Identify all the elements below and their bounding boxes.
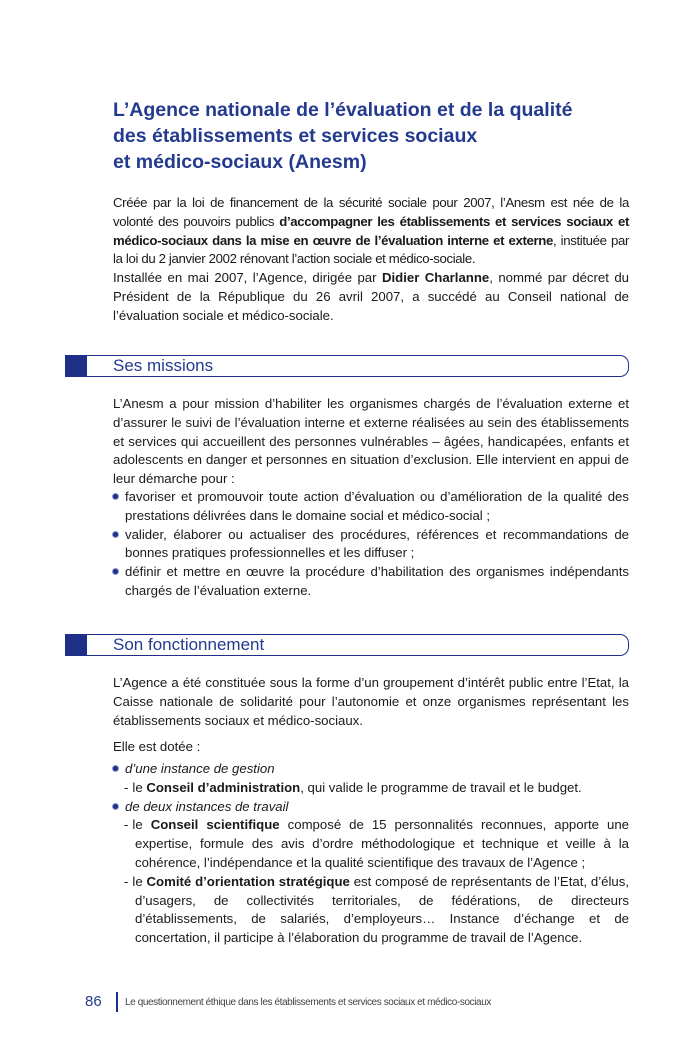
dotee-line: Elle est dotée : xyxy=(113,739,201,754)
section-marker-square xyxy=(65,634,87,656)
intro-paragraph-1 xyxy=(113,194,629,269)
item-bold: Comité d’orientation stratégique xyxy=(146,873,350,889)
dash-marker: - xyxy=(124,779,129,795)
item-text-b: , qui valide le programme de travail et le budget. xyxy=(300,779,582,795)
body-conseil-administration xyxy=(113,779,629,798)
section-header-fonctionnement xyxy=(65,634,629,656)
bullet-dot-icon xyxy=(113,569,118,574)
body-conseil-scientifique xyxy=(113,816,629,872)
list-item-text: favoriser et promouvoir toute action d’évaluation ou d’amélioration de la qualité des prestations délivrées dans le domaine social et médico-social ; xyxy=(125,489,629,523)
running-title: Le questionnement éthique dans les établissements et services sociaux et médico-sociaux xyxy=(125,997,491,1008)
fonctionnement-paragraph: L’Agence a été constituée sous la forme d’un groupement d’intérêt public entre l’Etat, la Caisse nationale de solidarité pour l’autonomie et onze organismes représentant les établissements sociaux et médico-sociaux. xyxy=(113,675,629,728)
dash-marker: - xyxy=(124,873,129,889)
bullet-dot-icon xyxy=(113,766,118,771)
category-work xyxy=(113,798,629,817)
item-bold: Conseil scientifique xyxy=(150,817,280,833)
category-management xyxy=(113,760,629,779)
category-label: de deux instances de travail xyxy=(125,798,289,814)
list-item-text: définir et mettre en œuvre la procédure d’habilitation des organismes indépendants chargés de l’évaluation externe. xyxy=(125,564,629,598)
list-item xyxy=(113,526,629,564)
list-item-text: valider, élaborer ou actualiser des procédures, références et recommandations de bonnes pratiques professionnelles et les diffuser ; xyxy=(125,526,629,561)
bullet-dot-icon xyxy=(113,804,118,809)
section-title-fonctionnement: Son fonctionnement xyxy=(113,635,265,654)
page-title xyxy=(113,97,633,175)
footer-divider xyxy=(116,992,118,1012)
item-text-b: est composé de représentants de l’Etat, d’élus, d’usagers, de collectivités territoriales, de fédérations, de directeurs d’établissements, de salariés, d’employeurs… Instance d’échange et de concertation, il participe à l’élaboration du programme de travail de l’Agence. xyxy=(135,873,630,946)
governance-structure xyxy=(113,760,629,948)
title-line-3: et médico-sociaux (Anesm) xyxy=(113,151,367,173)
intro-p1-bold: d’accompagner les établissements et services sociaux et médico-sociaux dans la mise en œuvre de l’évaluation interne et externe xyxy=(113,213,629,248)
item-text-a: le xyxy=(132,873,147,889)
missions-list xyxy=(113,488,629,601)
section-header-missions xyxy=(65,355,629,377)
intro-p1-text-b: , instituée par la loi du 2 janvier 2002 rénovant l’action sociale et médico-sociale. xyxy=(113,232,629,267)
title-line-1: L’Agence nationale de l’évaluation et de la qualité xyxy=(113,99,573,121)
intro-p2-text-b: , nommé par décret du Président de la République du 26 avril 2007, a succédé au Conseil national de l’évaluation sociale et médico-sociale. xyxy=(113,270,629,323)
section-title-missions: Ses missions xyxy=(113,356,214,375)
list-item xyxy=(113,488,629,526)
intro-p1-text-a: Créée par la loi de financement de la sécurité sociale pour 2007, l’Anesm est née de la volonté des pouvoirs publics xyxy=(113,195,629,229)
page-footer xyxy=(85,992,685,1012)
bullet-dot-icon xyxy=(113,532,118,537)
title-line-2: des établissements et services sociaux xyxy=(113,125,478,147)
body-comite-orientation xyxy=(113,873,629,948)
category-label: d’une instance de gestion xyxy=(125,761,275,776)
bullet-dot-icon xyxy=(113,494,118,499)
intro-p2-text-a: Installée en mai 2007, l’Agence, dirigée par xyxy=(113,270,382,285)
missions-paragraph: L’Anesm a pour mission d’habiliter les organismes chargés de l’évaluation externe et d’assurer le suivi de l’évaluation interne et externe réalisées au sein des établissements et services qui accueillent des personnes vulnérables – âgées, handicapées, enfants et adolescents en danger et personnes en situation d’exclusion. Elle intervient en appui de leur démarche pour : xyxy=(113,396,629,487)
director-name: Didier Charlanne xyxy=(381,270,490,285)
intro-paragraph-2 xyxy=(113,269,629,325)
item-text-a: le xyxy=(132,779,147,795)
list-item xyxy=(113,563,629,601)
item-text-b: composé de 15 personnalités reconnues, apporte une expertise, formule des avis d’ordre méthodologique et technique et veille à la cohérence, l’indépendance et la qualité scientifique des travaux de l’Agence ; xyxy=(135,817,629,870)
item-bold: Conseil d’administration xyxy=(146,779,301,795)
dash-marker: - xyxy=(124,817,129,833)
page-number: 86 xyxy=(85,993,102,1010)
section-marker-square xyxy=(65,355,87,377)
item-text-a: le xyxy=(132,817,151,833)
